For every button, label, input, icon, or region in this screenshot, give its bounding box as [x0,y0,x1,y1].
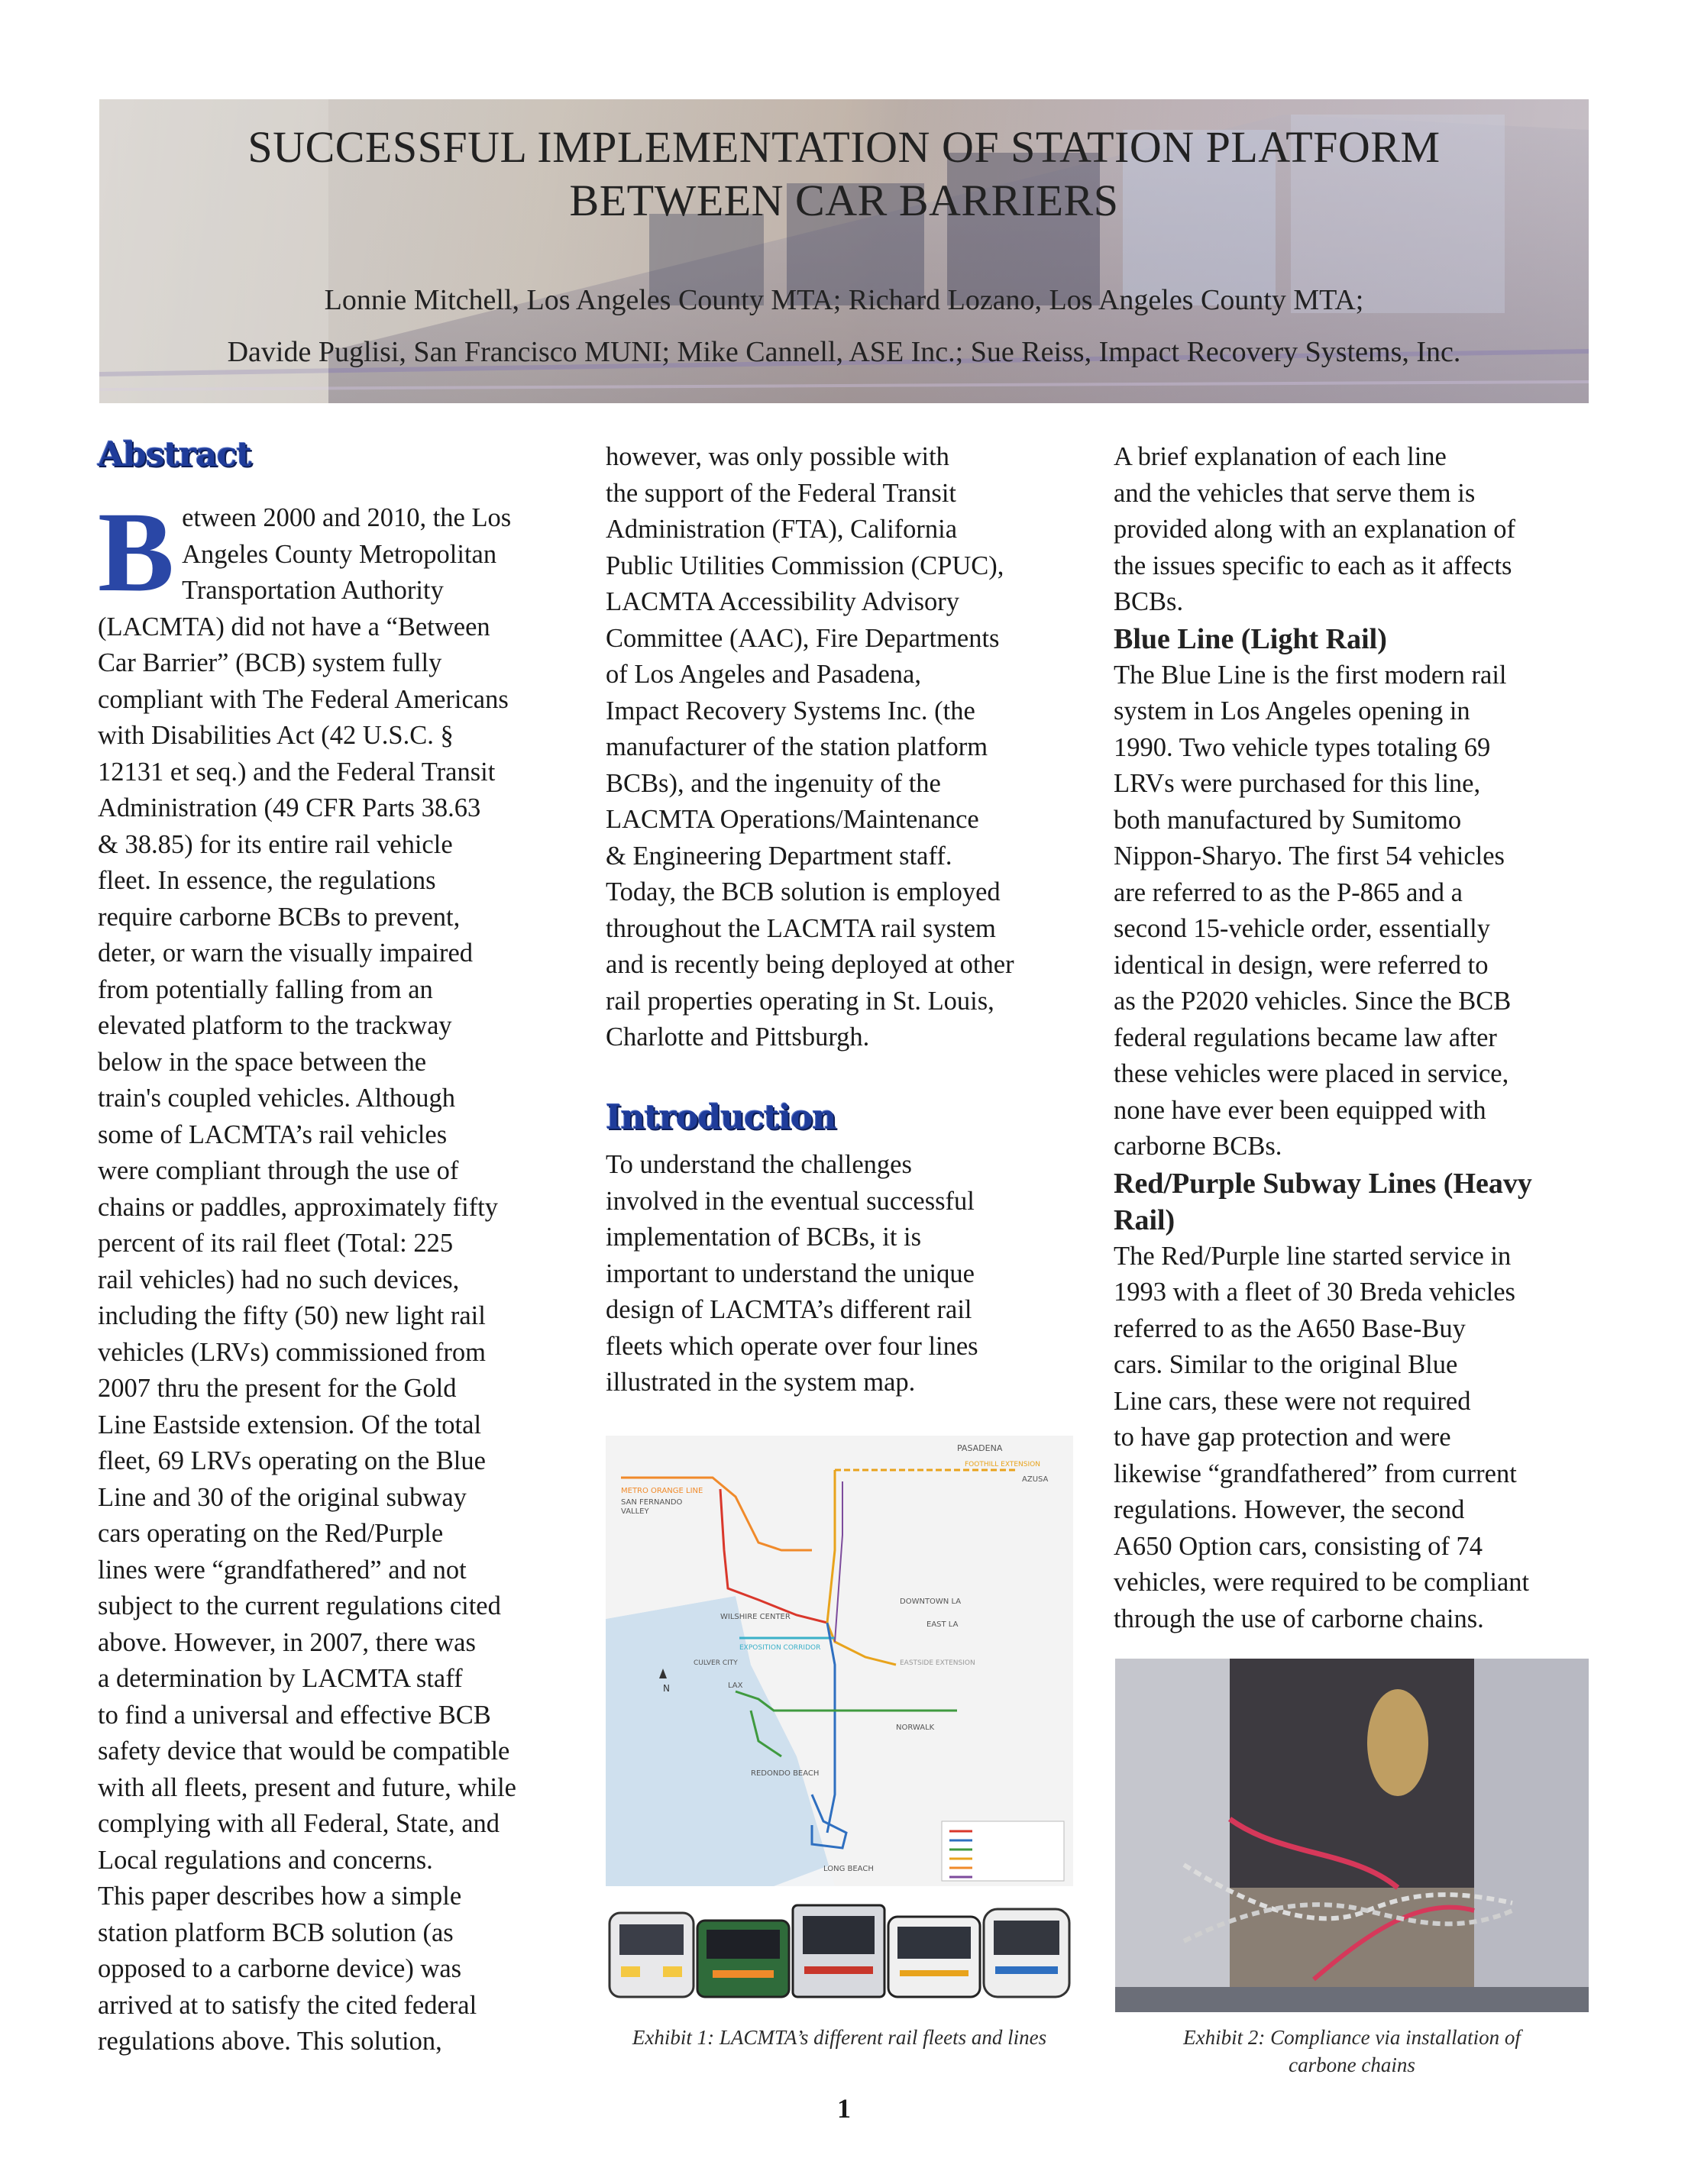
red-purple-text-line: through the use of carborne chains. [1114,1604,1484,1633]
abstract-line: deter, or warn the visually impaired [98,939,474,968]
column-2-line: throughout the LACMTA rail system [606,913,996,943]
column-2-line: however, was only possible with [606,442,949,471]
abstract-line: a determination by LACMTA staff [98,1664,463,1693]
map-label-redondo: REDONDO BEACH [751,1769,820,1778]
header-banner [99,99,1589,403]
map-label-foothill: FOOTHILL EXTENSION [965,1461,1040,1468]
blue-line-text-line: federal regulations became law after [1114,1023,1497,1052]
abstract-line: regulations above. This solution, [98,2027,442,2056]
abstract-line: lines were “grandfathered” and not [98,1555,467,1585]
blue-line-text-line: 1990. Two vehicle types totaling 69 [1114,732,1491,762]
introduction-body [606,1147,1087,1401]
introduction-line: implementation of BCBs, it is [606,1223,922,1252]
paper-title [99,121,1589,228]
abstract-line: fleet, 69 LRVs operating on the Blue [98,1446,486,1475]
red-purple-text-line: The Red/Purple line started service in [1114,1241,1512,1271]
column-3-intro-line: A brief explanation of each line [1114,442,1447,471]
authors-line-1: Lonnie Mitchell, Los Angeles County MTA; Richard Lozano, Los Angeles County MTA; [324,284,1364,316]
map-label-east-la: EAST LA [926,1620,959,1629]
introduction-line: To understand the challenges [606,1150,912,1179]
column-2-line: BCBs), and the ingenuity of the [606,768,941,798]
title-line-2: BETWEEN CAR BARRIERS [569,176,1119,225]
abstract-line: to find a universal and effective BCB [98,1700,491,1730]
column-3-intro-lines [1114,439,1602,621]
red-purple-text-line: Line cars, these were not required [1114,1386,1471,1416]
abstract-line: some of LACMTA’s rail vehicles [98,1119,448,1149]
abstract-line: percent of its rail fleet (Total: 225 [98,1229,454,1258]
introduction-line: involved in the eventual successful [606,1186,975,1216]
abstract-line: station platform BCB solution (as [98,1917,454,1947]
carborne-chains-photo [1115,1659,1589,2012]
train-5 [984,1909,1069,1997]
red-purple-text-line: regulations. However, the second [1114,1495,1465,1524]
exhibit-2-caption-line-2: carbone chains [1289,2053,1415,2076]
column-2-line: LACMTA Operations/Maintenance [606,805,979,834]
introduction-line: design of LACMTA’s different rail [606,1295,972,1324]
blue-line-text-line: LRVs were purchased for this line, [1114,769,1481,798]
abstract-line: below in the space between the [98,1047,427,1077]
blue-line-text-line: second 15-vehicle order, essentially [1114,914,1490,943]
blue-line-text-line: carborne BCBs. [1114,1132,1282,1161]
blue-line-text-line: both manufactured by Sumitomo [1114,805,1462,835]
map-label-wilshire: WILSHIRE CENTER [720,1613,791,1621]
abstract-line: train's coupled vehicles. Although [98,1084,456,1113]
abstract-line: with all fleets, present and future, while [98,1772,516,1802]
red-purple-text-line: A650 Option cars, consisting of 74 [1114,1531,1483,1561]
blue-line-text-line: none have ever been equipped with [1114,1095,1486,1125]
abstract-line: subject to the current regulations cited [98,1591,501,1620]
abstract-line: cars operating on the Red/Purple [98,1519,444,1548]
map-label-valley: VALLEY [621,1507,649,1516]
train-3 [793,1905,884,1997]
column-2-line: Public Utilities Commission (CPUC), [606,551,1004,580]
abstract-line: were compliant through the use of [98,1156,459,1185]
red-purple-lines [1114,1239,1602,1638]
red-purple-text-line: referred to as the A650 Base-Buy [1114,1313,1466,1343]
abstract-line: including the fifty (50) new light rail [98,1301,486,1330]
abstract-line: etween 2000 and 2010, the Los [182,503,512,532]
column-2-line: LACMTA Accessibility Advisory [606,587,959,616]
abstract-line: Local regulations and concerns. [98,1845,433,1875]
drop-cap: B [98,489,175,615]
column-2-line: Impact Recovery Systems Inc. (the [606,696,975,725]
abstract-line: opposed to a carborne device) was [98,1954,462,1983]
column-3-intro-line: BCBs. [1114,587,1184,616]
blue-line-text-line: system in Los Angeles opening in [1114,696,1470,725]
abstract-line: (LACMTA) did not have a “Between [98,612,490,641]
train-2 [697,1921,789,1997]
abstract-line: & 38.85) for its entire rail vehicle [98,829,453,859]
column-2-line: & Engineering Department staff. [606,841,952,871]
abstract-line: 2007 thru the present for the Gold [98,1374,457,1403]
column-2-line: rail properties operating in St. Louis, [606,986,994,1016]
introduction-heading: Introduction [606,1098,836,1137]
map-label-azusa: AZUSA [1022,1475,1049,1484]
introduction-line: important to understand the unique [606,1258,975,1288]
red-purple-text-line: 1993 with a fleet of 30 Breda vehicles [1114,1278,1515,1307]
map-label-norwalk: NORWALK [896,1724,935,1732]
system-map [606,1436,1073,1886]
abstract-line: Line and 30 of the original subway [98,1482,467,1512]
abstract-heading: Abstract [98,435,251,474]
introduction-line: illustrated in the system map. [606,1368,916,1397]
abstract-line: chains or paddles, approximately fifty [98,1192,499,1222]
abstract-line: with Disabilities Act (42 U.S.C. § [98,721,454,750]
blue-line-text-line: as the P2020 vehicles. Since the BCB [1114,987,1512,1016]
map-label-downtown: DOWNTOWN LA [900,1598,962,1606]
exhibit-1-caption: Exhibit 1: LACMTA’s different rail fleets and lines [632,2026,1047,2049]
blue-line-heading: Blue Line (Light Rail) [1114,622,1387,655]
abstract-line: rail vehicles) had no such devices, [98,1265,460,1294]
abstract-line: fleet. In essence, the regulations [98,866,436,895]
abstract-line: safety device that would be compatible [98,1737,510,1766]
north-arrow: N [663,1683,670,1694]
exhibit-2-caption-line-1: Exhibit 2: Compliance via installation of [1183,2026,1521,2049]
map-label-san-fernando: SAN FERNANDO [621,1498,683,1507]
column-2-line: Charlotte and Pittsburgh. [606,1023,870,1052]
blue-line-text-line: The Blue Line is the first modern rail [1114,660,1507,690]
map-label-orange-line: METRO ORANGE LINE [621,1487,703,1495]
page-number: 1 [837,2093,851,2124]
abstract-line: Angeles County Metropolitan [182,539,497,569]
column-2-line: manufacturer of the station platform [606,732,988,761]
authors-line-2: Davide Puglisi, San Francisco MUNI; Mike Cannell, ASE Inc.; Sue Reiss, Impact Recovery Systems, Inc. [227,336,1461,368]
abstract-line: elevated platform to the trackway [98,1011,452,1040]
blue-line-text-line: identical in design, were referred to [1114,950,1489,980]
column-2-line: Today, the BCB solution is employed [606,877,1001,906]
abstract-line: above. However, in 2007, there was [98,1627,476,1657]
abstract-line: Car Barrier” (BCB) system fully [98,648,442,677]
column-2-line: the support of the Federal Transit [606,478,956,508]
column-2-line: Administration (FTA), California [606,515,958,544]
introduction-lines [606,1147,1087,1401]
train-1 [610,1913,694,1997]
map-label-long-beach: LONG BEACH [823,1865,874,1873]
abstract-line: complying with all Federal, State, and [98,1809,500,1838]
column-2-line: and is recently being deployed at other [606,950,1014,979]
column-3-intro-line: and the vehicles that serve them is [1114,478,1476,508]
map-label-pasadena: PASADENA [957,1443,1003,1453]
abstract-body [98,489,579,2060]
abstract-line: 12131 et seq.) and the Federal Transit [98,757,496,787]
column-3-intro-line: the issues specific to each as it affects [1114,551,1512,580]
title-line-1: SUCCESSFUL IMPLEMENTATION OF STATION PLATFORM [247,122,1441,172]
red-purple-heading-line-1: Red/Purple Subway Lines (Heavy [1114,1167,1532,1200]
abstract-line: from potentially falling from an [98,974,433,1004]
abstract-lines [98,489,579,2060]
column-2-line: Committee (AAC), Fire Departments [606,623,1000,653]
blue-line-text-line: these vehicles were placed in service, [1114,1059,1509,1088]
abstract-line: Line Eastside extension. Of the total [98,1410,482,1439]
blue-line-lines [1114,657,1602,1165]
column-3-intro-line: provided along with an explanation of [1114,515,1515,544]
abstract-line: Administration (49 CFR Parts 38.63 [98,793,481,822]
red-purple-text-line: to have gap protection and were [1114,1423,1451,1452]
blue-line-text-line: Nippon-Sharyo. The first 54 vehicles [1114,842,1505,871]
red-purple-text-line: cars. Similar to the original Blue [1114,1350,1458,1379]
column-2-lines [606,439,1087,1056]
abstract-line: require carborne BCBs to prevent, [98,902,461,932]
red-purple-text-line: vehicles, were required to be compliant [1114,1568,1530,1597]
column-2-line: of Los Angeles and Pasadena, [606,660,921,689]
introduction-line: fleets which operate over four lines [606,1331,978,1361]
abstract-line: vehicles (LRVs) commissioned from [98,1337,486,1367]
map-label-expo: EXPOSITION CORRIDOR [739,1644,821,1652]
map-label-eastside: EASTSIDE EXTENSION [900,1659,975,1667]
column-2-body [606,439,1087,1056]
map-label-lax: LAX [728,1682,743,1690]
exhibit-2-caption [1115,2024,1589,2079]
rail-fleets-image [606,1890,1073,2008]
red-purple-text-line: likewise “grandfathered” from current [1114,1459,1517,1488]
abstract-line: Transportation Authority [182,576,444,605]
column-3-body [1114,439,1602,1637]
abstract-line: This paper describes how a simple [98,1882,462,1911]
train-4 [888,1917,980,1997]
red-purple-heading-line-2: Rail) [1114,1203,1175,1236]
abstract-line: arrived at to satisfy the cited federal [98,1990,477,2020]
blue-line-text-line: are referred to as the P-865 and a [1114,877,1463,907]
map-label-culver: CULVER CITY [694,1659,738,1667]
abstract-line: compliant with The Federal Americans [98,684,509,714]
